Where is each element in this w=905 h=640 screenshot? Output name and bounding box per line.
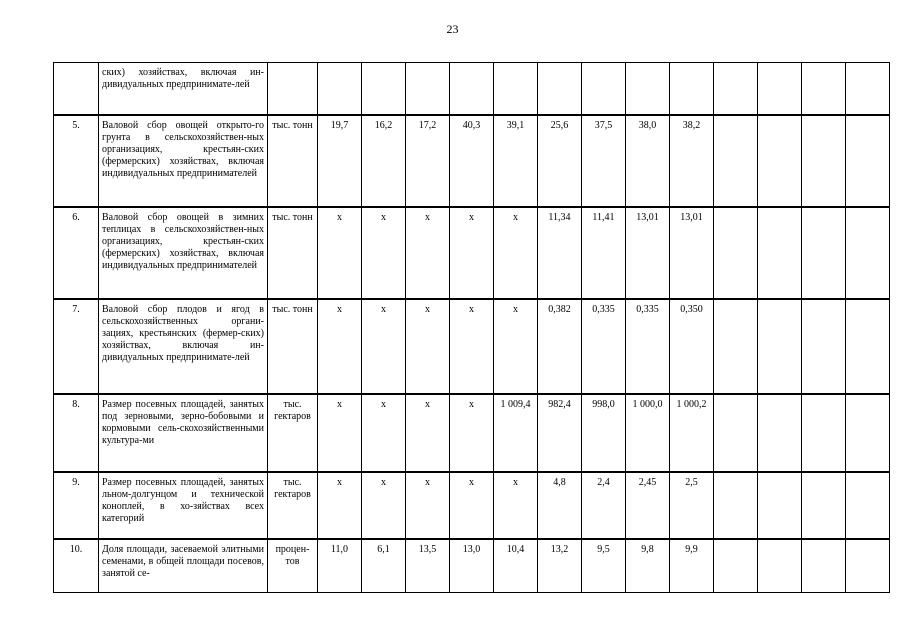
value-cell: 38,2 xyxy=(670,115,714,207)
indicator-name: Валовой сбор плодов и ягод в сельскохозяйственных органи-зациях, крестьянских (фермер-ских) хозяйствах, включая ин-дивидуальных предпринимате-лей xyxy=(99,299,268,394)
value-cell xyxy=(626,63,670,115)
value-cell: 0,335 xyxy=(626,299,670,394)
value-cell xyxy=(406,63,450,115)
table-row xyxy=(54,394,890,472)
value-cell xyxy=(802,207,846,299)
value-cell: 1 009,4 xyxy=(494,394,538,472)
value-cell xyxy=(758,207,802,299)
value-cell xyxy=(758,394,802,472)
value-cell xyxy=(846,63,890,115)
unit-of-measure: процен-тов xyxy=(268,539,318,593)
value-cell: x xyxy=(362,472,406,539)
row-number: 7. xyxy=(54,299,99,394)
table-row xyxy=(54,115,890,207)
value-cell: x xyxy=(450,207,494,299)
row-number: 9. xyxy=(54,472,99,539)
value-cell: x xyxy=(494,207,538,299)
value-cell: 11,34 xyxy=(538,207,582,299)
value-cell xyxy=(802,115,846,207)
value-cell xyxy=(802,539,846,593)
value-cell xyxy=(494,63,538,115)
unit-of-measure: тыс. тонн xyxy=(268,207,318,299)
value-cell xyxy=(670,63,714,115)
value-cell: x xyxy=(318,207,362,299)
value-cell xyxy=(714,472,758,539)
value-cell: x xyxy=(406,299,450,394)
value-cell: 17,2 xyxy=(406,115,450,207)
value-cell: x xyxy=(494,299,538,394)
unit-of-measure: тыс. гектаров xyxy=(268,394,318,472)
value-cell xyxy=(846,207,890,299)
row-number: 8. xyxy=(54,394,99,472)
value-cell: 9,9 xyxy=(670,539,714,593)
value-cell: 25,6 xyxy=(538,115,582,207)
value-cell: 9,5 xyxy=(582,539,626,593)
value-cell: 38,0 xyxy=(626,115,670,207)
value-cell: 19,7 xyxy=(318,115,362,207)
value-cell xyxy=(714,299,758,394)
indicator-name: Размер посевных площадей, занятых под зерновыми, зерно-бобовыми и кормовыми сель-скохозяйственными культура-ми xyxy=(99,394,268,472)
value-cell: 9,8 xyxy=(626,539,670,593)
value-cell: 16,2 xyxy=(362,115,406,207)
value-cell xyxy=(802,394,846,472)
row-number: 10. xyxy=(54,539,99,593)
value-cell xyxy=(714,115,758,207)
value-cell xyxy=(714,63,758,115)
value-cell xyxy=(846,115,890,207)
row-number xyxy=(54,63,99,115)
value-cell xyxy=(450,63,494,115)
value-cell: 1 000,2 xyxy=(670,394,714,472)
value-cell: x xyxy=(450,394,494,472)
value-cell xyxy=(802,472,846,539)
table-row xyxy=(54,63,890,115)
value-cell xyxy=(538,63,582,115)
value-cell xyxy=(714,539,758,593)
indicator-name: Доля площади, засеваемой элитными семенами, в общей площади посевов, занятой се- xyxy=(99,539,268,593)
value-cell xyxy=(758,115,802,207)
value-cell: 13,5 xyxy=(406,539,450,593)
value-cell xyxy=(758,299,802,394)
value-cell: 2,45 xyxy=(626,472,670,539)
value-cell: x xyxy=(406,207,450,299)
value-cell xyxy=(318,63,362,115)
value-cell: 0,335 xyxy=(582,299,626,394)
page-number: 23 xyxy=(446,22,459,36)
value-cell: 0,350 xyxy=(670,299,714,394)
value-cell xyxy=(846,472,890,539)
value-cell: x xyxy=(362,394,406,472)
row-number: 5. xyxy=(54,115,99,207)
value-cell: x xyxy=(406,472,450,539)
value-cell: x xyxy=(362,207,406,299)
unit-of-measure: тыс. тонн xyxy=(268,299,318,394)
indicator-name: Валовой сбор овощей в зимних теплицах в сельскохозяйствен-ных организациях, крестьян-ских (фермерских) хозяйствах, включая индивидуальных предпринимателей xyxy=(99,207,268,299)
unit-of-measure xyxy=(268,63,318,115)
value-cell: x xyxy=(362,299,406,394)
value-cell xyxy=(362,63,406,115)
value-cell: x xyxy=(450,472,494,539)
value-cell: x xyxy=(318,472,362,539)
value-cell: 13,01 xyxy=(670,207,714,299)
value-cell: 2,5 xyxy=(670,472,714,539)
value-cell: 13,01 xyxy=(626,207,670,299)
value-cell xyxy=(758,539,802,593)
indicator-name: Размер посевных площадей, занятых льном-долгунцом и технической коноплей, в хо-зяйствах всех категорий xyxy=(99,472,268,539)
indicator-name: ских) хозяйствах, включая ин-дивидуальных предпринимате-лей xyxy=(99,63,268,115)
value-cell: 0,382 xyxy=(538,299,582,394)
value-cell: 13,2 xyxy=(538,539,582,593)
value-cell xyxy=(582,63,626,115)
row-number: 6. xyxy=(54,207,99,299)
value-cell: 11,0 xyxy=(318,539,362,593)
value-cell: x xyxy=(318,299,362,394)
value-cell: 998,0 xyxy=(582,394,626,472)
value-cell: x xyxy=(318,394,362,472)
value-cell: 39,1 xyxy=(494,115,538,207)
value-cell xyxy=(714,394,758,472)
value-cell: 982,4 xyxy=(538,394,582,472)
value-cell: x xyxy=(450,299,494,394)
indicator-table xyxy=(53,62,890,593)
value-cell: x xyxy=(406,394,450,472)
value-cell: 6,1 xyxy=(362,539,406,593)
table-row xyxy=(54,207,890,299)
value-cell: 37,5 xyxy=(582,115,626,207)
value-cell xyxy=(758,472,802,539)
value-cell xyxy=(846,539,890,593)
value-cell xyxy=(802,63,846,115)
unit-of-measure: тыс. тонн xyxy=(268,115,318,207)
value-cell xyxy=(802,299,846,394)
table-row xyxy=(54,299,890,394)
value-cell: 1 000,0 xyxy=(626,394,670,472)
value-cell xyxy=(714,207,758,299)
value-cell: x xyxy=(494,472,538,539)
value-cell: 11,41 xyxy=(582,207,626,299)
value-cell: 2,4 xyxy=(582,472,626,539)
value-cell: 13,0 xyxy=(450,539,494,593)
table-row xyxy=(54,472,890,539)
value-cell: 40,3 xyxy=(450,115,494,207)
value-cell xyxy=(846,299,890,394)
value-cell xyxy=(758,63,802,115)
value-cell: 4,8 xyxy=(538,472,582,539)
indicator-name: Валовой сбор овощей открыто-го грунта в сельскохозяйствен-ных организациях, крестьян-ских (фермерских) хозяйствах, включая индивидуальных предпринимателей xyxy=(99,115,268,207)
unit-of-measure: тыс. гектаров xyxy=(268,472,318,539)
value-cell: 10,4 xyxy=(494,539,538,593)
value-cell xyxy=(846,394,890,472)
table-row xyxy=(54,539,890,593)
